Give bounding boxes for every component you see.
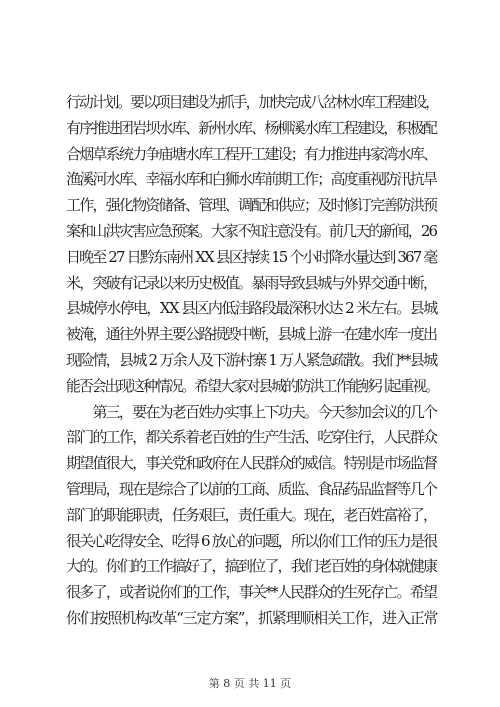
page-footer: 第 8 页 共 11 页 xyxy=(208,677,292,690)
text-line: 合烟草系统力争庙塘水库工程开工建设；有力推进冉家湾水库、 xyxy=(66,144,437,163)
text-line: 日晚至 27 日黔东南州 XX 县区持续 15 个小时降水量达到 367 毫 xyxy=(66,247,437,266)
text-line: 米，突破有记录以来历史极值。暴雨导致县城与外界交通中断， xyxy=(66,273,437,292)
text-line: 期望值很大，事关党和政府在人民群众的威信。特别是市场监督 xyxy=(66,454,437,473)
text-line: 部门的职能职责，任务艰巨，责任重大。现在，老百姓富裕了， xyxy=(66,505,437,524)
text-line: 能否会出现这种情况。希望大家对县城的防洪工作能够引起重视。 xyxy=(66,376,439,395)
text-line: 管理局，现在是综合了以前的工商、质监、食品药品监督等几个 xyxy=(66,479,437,498)
text-line: 你们按照机构改革“三定方案”，抓紧理顺相关工作，进入正常 xyxy=(66,608,438,627)
text-line: 很关心吃得安全、吃得 6 放心的问题，所以你们工作的压力是很 xyxy=(66,531,437,550)
text-line: 行动计划。要以项目建设为抓手，加快完成八岔林水库工程建设， xyxy=(66,93,439,111)
text-line: 有序推进团岩坝水库、新州水库、杨柳溪水库工程建设，积极配 xyxy=(66,118,437,137)
text-line: 部门的工作，都关系着老百姓的生产生活、吃穿住行，人民群众 xyxy=(66,428,437,447)
text-line: 工作，强化物资储备、管理、调配和供应；及时修订完善防洪预 xyxy=(66,196,437,215)
text-line: 很多了，或者说你们的工作，事关**人民群众的生死存亡。希望 xyxy=(66,583,437,602)
text-line: 第三，要在为老百姓办实事上下功夫。今天参加会议的几个 xyxy=(66,402,437,421)
body-text xyxy=(66,90,438,632)
text-line: 被淹，通往外界主要公路损毁中断，县城上游一在建水库一度出 xyxy=(66,325,437,344)
text-line: 渔溪河水库、幸福水库和白狮水库前期工作；高度重视防汛抗旱 xyxy=(66,170,437,189)
text-line: 县城停水停电，XX 县区内低洼路段最深积水达 2 米左右。县城 xyxy=(66,299,437,318)
text-line: 案和山洪灾害应急预案。大家不知注意没有。前几天的新闻，26 xyxy=(66,221,437,240)
text-line: 现险情，县城 2 万余人及下游村寨 1 万人紧急疏散。我们**县城 xyxy=(66,350,437,369)
text-line: 大的。你们的工作搞好了，搞到位了，我们老百姓的身体就健康 xyxy=(66,557,437,576)
